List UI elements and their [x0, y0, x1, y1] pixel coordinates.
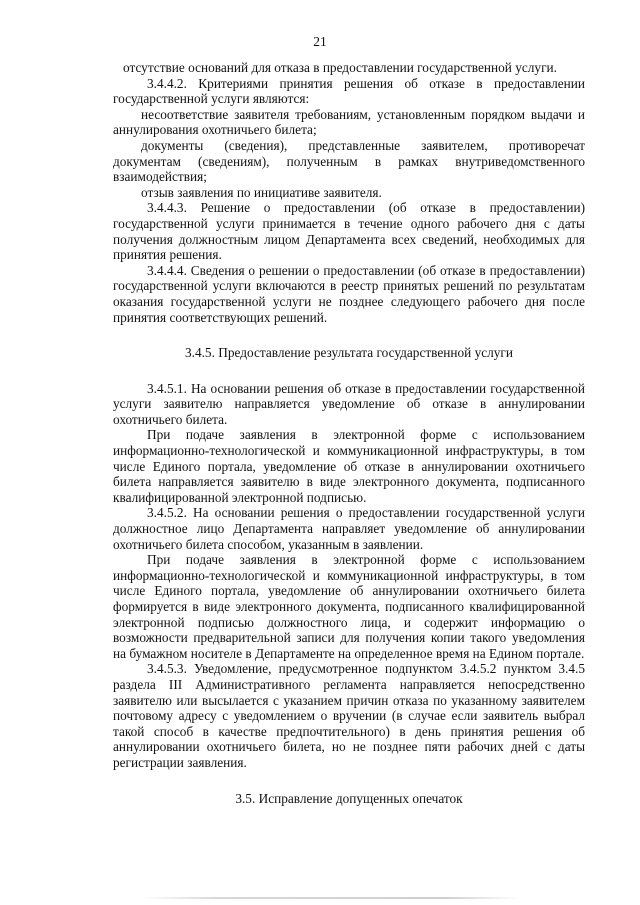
paragraph: 3.4.5.3. Уведомление, предусмотренное подпунктом 3.4.5.2 пунктом 3.4.5 раздела III Административного регламента направляется непосредственно заявителю или высылается с указанием причин отказа по указанному заявителем почтовому адресу с уведомлением о вручении (в случае если заявитель выбрал такой способ в качестве предпочтительного) в день принятия решения об аннулировании охотничьего билета, но не позднее пяти рабочих дней с даты регистрации заявления. — [113, 661, 585, 770]
page-number: 21 — [313, 34, 327, 49]
paragraph: отзыв заявления по инициативе заявителя. — [141, 184, 382, 200]
paragraph: При подаче заявления в электронной форме с использованием информационно-технологической и коммуникационной инфраструктуры, в том числе Единого портала, уведомление об аннулировании охотничьего билета формируется в виде электронного документа, подписанного квалифицированной электронной подписью должностного лица, и содержит информацию о возможности предварительной записи для получения копии такого уведомления на бумажном носителе в Департаменте на определенное время на Едином портале. — [113, 552, 585, 661]
scan-artifact-line — [140, 897, 520, 899]
paragraph: 3.4.4.4. Сведения о решении о предоставлении (об отказе в предоставлении) государственной услуги включаются в реестр принятых решений по результатам оказания государственной услуги не позднее следующего рабочего дня после принятия соответствующих решений. — [113, 262, 585, 325]
paragraph: 3.4.5.2. На основании решения о предоставлении государственной услуги должностное лицо Департамента направляет уведомление об аннулировании охотничьего билета способом, указанным в заявлении. — [113, 505, 585, 552]
section-heading: 3.4.5. Предоставление результата государственной услуги — [184, 345, 513, 361]
paragraph: несоответствие заявителя требованиям, установленным порядком выдачи и аннулирования охотничьего билета; — [113, 106, 585, 138]
paragraph: При подаче заявления в электронной форме с использованием информационно-технологической и коммуникационной инфраструктуры, в том числе Единого портала, уведомление об отказе в аннулировании охотничьего билета направляется заявителю в виде электронного документа, подписанного квалифицированной электронной подписью. — [113, 427, 585, 505]
paragraph: 3.4.5.1. На основании решения об отказе в предоставлении государственной услуги заявителю направляется уведомление об отказе в аннулировании охотничьего билета. — [113, 380, 585, 427]
paragraph: отсутствие оснований для отказа в предоставлении государственной услуги. — [123, 60, 557, 75]
paragraph: 3.4.4.3. Решение о предоставлении (об отказе в предоставлении) государственной услуги принимается в течение одного рабочего дня с даты получения должностным лицом Департамента всех сведений, необходимых для принятия решения. — [113, 200, 585, 263]
paragraph: 3.4.4.2. Критериями принятия решения об отказе в предоставлении государственной услуги являются: — [113, 75, 585, 107]
paragraph: документы (сведения), представленные заявителем, противоречат документам (сведениям), полученным в рамках внутриведомственного взаимодействия; — [113, 137, 585, 185]
section-heading: 3.5. Исправление допущенных опечаток — [235, 790, 463, 806]
document-body — [113, 60, 585, 826]
